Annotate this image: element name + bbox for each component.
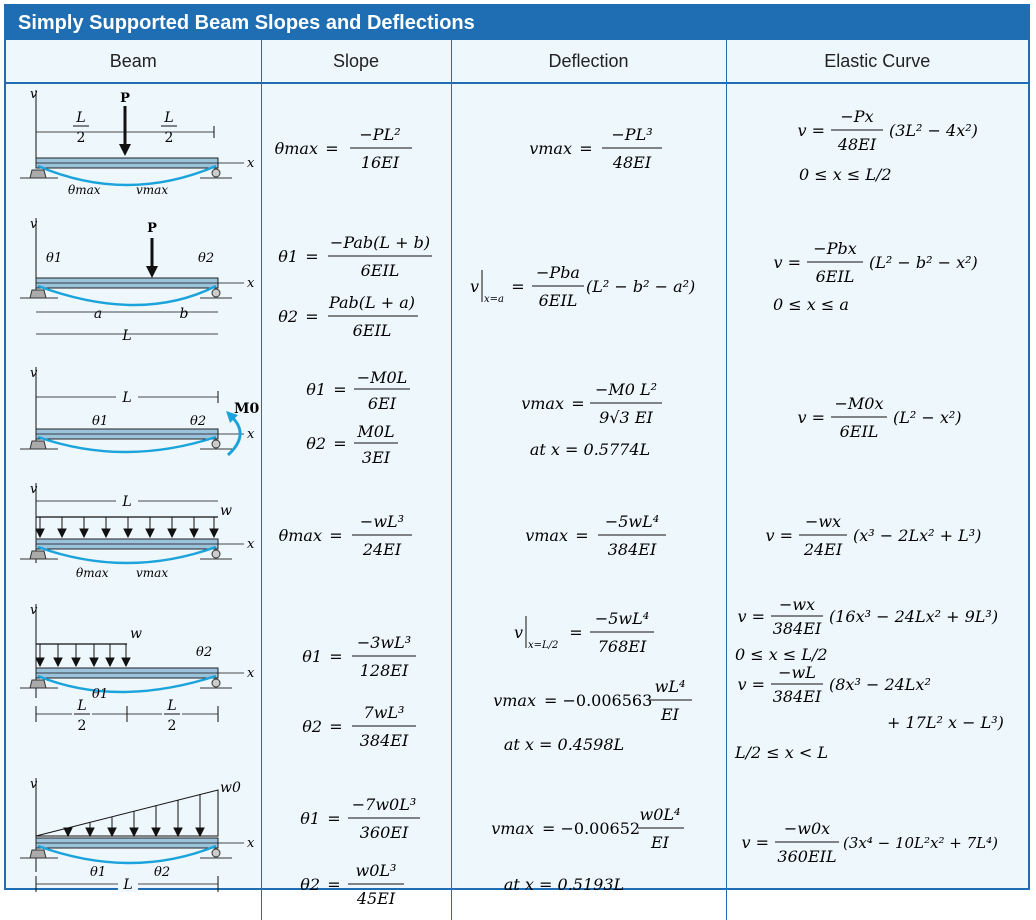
- slope-numerator-2: w0L³: [355, 861, 396, 880]
- x-axis-label: x: [247, 156, 255, 171]
- deflection-location: at x = 0.5774L: [529, 440, 650, 459]
- slope-lhs: θmax: [274, 139, 318, 158]
- load-label-P: P: [147, 221, 157, 236]
- slope-lhs: θ1: [305, 380, 326, 399]
- label-2: 2: [167, 718, 177, 734]
- equals-sign: =: [570, 394, 585, 413]
- deflection-formula: [452, 772, 727, 916]
- deflection-formula: [452, 84, 727, 210]
- beam-cell: [6, 479, 261, 598]
- dimension-L: L: [122, 328, 132, 344]
- label-2: 2: [76, 130, 86, 146]
- beam-diagram-uniform-load: [6, 479, 261, 594]
- slope-lhs-2: θ2: [305, 434, 326, 453]
- equals-sign: =: [574, 526, 589, 545]
- header-deflection: Deflection: [451, 40, 726, 83]
- deflection-lhs: v: [469, 277, 479, 296]
- slope-lhs: θ1: [277, 247, 298, 266]
- beam-cell: [6, 772, 261, 920]
- beam-cell: [6, 214, 261, 363]
- slope-numerator: −7w0L³: [351, 795, 416, 814]
- deflection-formula: [452, 214, 727, 359]
- deflection-denominator: 48EI: [612, 153, 651, 172]
- diagram-shape: [146, 266, 158, 278]
- table-row: [6, 479, 1028, 598]
- v-axis-label: v: [30, 603, 38, 618]
- deflection-denominator: 9√3 EI: [598, 408, 653, 427]
- v-axis-label: v: [30, 217, 38, 232]
- diagram-shape: [152, 828, 160, 836]
- curve-denominator: 360EIL: [776, 847, 837, 866]
- deflection-lhs-2: vmax: [492, 691, 536, 710]
- curve-rest: (3L² − 4x²): [888, 121, 978, 140]
- curve-rest-3: + 17L² x − L³): [886, 713, 1004, 732]
- slope-cell: [261, 598, 451, 772]
- curve-range-2: L/2 ≤ x < L: [734, 743, 828, 762]
- pin-support: [30, 441, 46, 449]
- evaluation-subscript: x=L/2: [527, 640, 558, 651]
- curve-cell: [726, 595, 1028, 772]
- distributed-load-arrows: [36, 517, 218, 537]
- label-L: L: [76, 110, 86, 126]
- deflection-lhs: vmax: [524, 526, 568, 545]
- beam-diagram-end-moment: [6, 363, 261, 475]
- page-title: Simply Supported Beam Slopes and Deflections: [6, 6, 1028, 40]
- slope-denominator: 360EI: [359, 823, 408, 842]
- slope-denominator-2: 6EIL: [352, 321, 391, 340]
- deflection-formula: [452, 598, 727, 768]
- curve-rest: (L² − b² − x²): [868, 253, 978, 272]
- deflection-formula: [452, 479, 727, 594]
- dimension-L: L: [123, 877, 133, 893]
- curve-cell: [726, 479, 1028, 598]
- deflection-coefficient: = −0.00652: [541, 819, 640, 838]
- roller-support: [212, 289, 220, 297]
- deflection-lhs: vmax: [520, 394, 564, 413]
- slope-formula: [262, 84, 452, 210]
- table-row: [6, 598, 1028, 772]
- deflection-numerator: −5wL⁴: [594, 609, 649, 628]
- load-label-P: P: [120, 91, 130, 106]
- x-axis-label: x: [247, 537, 255, 552]
- equals-sign: =: [332, 434, 347, 453]
- curve-lhs: v =: [736, 607, 765, 626]
- slope-cell: [261, 83, 451, 214]
- elastic-curve-formula: [727, 363, 1029, 475]
- moment-label: M0: [234, 401, 260, 417]
- diagram-shape: [72, 658, 80, 666]
- theta2-label: θ2: [198, 251, 215, 266]
- curve-denominator: 6EIL: [815, 267, 854, 286]
- deflection-rest: (L² − b² − a²): [585, 277, 695, 296]
- label-L: L: [164, 110, 174, 126]
- equals-sign: =: [510, 277, 525, 296]
- curve-rest: (x³ − 2Lx² + L³): [852, 526, 981, 545]
- slope-denominator-2: 384EI: [359, 731, 408, 750]
- header-elastic-curve: Elastic Curve: [726, 40, 1028, 83]
- slope-denominator: 24EI: [362, 540, 401, 559]
- diagram-shape: [124, 529, 132, 537]
- deflection-cell: [451, 214, 726, 363]
- vmax-label: vmax: [136, 183, 169, 197]
- pin-support: [30, 290, 46, 298]
- deflection-lhs: v: [513, 623, 523, 642]
- elastic-curve-formula: [727, 84, 1029, 210]
- distributed-load-arrows: [36, 644, 130, 666]
- slope-formula: [262, 479, 452, 594]
- diagram-shape: [102, 529, 110, 537]
- deflection-cell: [451, 479, 726, 598]
- curve-range: 0 ≤ x ≤ L/2: [734, 645, 828, 664]
- point-load-arrow: [119, 144, 131, 156]
- curve-lhs: v =: [796, 121, 825, 140]
- header-beam: Beam: [6, 40, 261, 83]
- curve-cell: [726, 363, 1028, 479]
- table-frame: [4, 4, 1030, 908]
- load-label-w: w: [220, 503, 232, 519]
- diagram-shape: [106, 658, 114, 666]
- theta1-label: θ1: [92, 687, 109, 702]
- curve-cell: [726, 214, 1028, 363]
- elastic-curve: [38, 846, 216, 863]
- curve-numerator: −wx: [778, 595, 815, 614]
- deflection-numerator: w0L⁴: [639, 805, 680, 824]
- curve-cell: [726, 83, 1028, 214]
- deflection-numerator-2: wL⁴: [654, 677, 685, 696]
- evaluation-subscript: x=a: [483, 294, 504, 305]
- pin-support: [30, 680, 46, 688]
- elastic-curve-formula: [727, 595, 1029, 768]
- equals-sign: =: [326, 875, 341, 894]
- curve-denominator: 48EI: [837, 135, 876, 154]
- slope-formula: [262, 214, 452, 359]
- elastic-curve-formula: [727, 772, 1029, 916]
- diagram-shape: [58, 529, 66, 537]
- deflection-numerator: −M0 L²: [594, 380, 657, 399]
- roller-support: [212, 550, 220, 558]
- slope-numerator: −3wL³: [356, 633, 411, 652]
- deflection-location: at x = 0.4598L: [503, 735, 624, 754]
- diagram-shape: [64, 828, 72, 836]
- pin-support: [30, 170, 46, 178]
- deflection-location: at x = 0.5193L: [503, 875, 624, 894]
- curve-numerator: −Px: [839, 107, 874, 126]
- triangular-load-outline: [36, 790, 218, 836]
- x-axis-label: x: [247, 276, 255, 291]
- load-label-w: w: [130, 626, 142, 642]
- slope-numerator: −PL²: [358, 125, 401, 144]
- deflection-cell: [451, 598, 726, 772]
- slope-lhs-2: θ2: [299, 875, 320, 894]
- dimension-b: b: [179, 306, 189, 322]
- x-axis-label: x: [247, 427, 255, 442]
- curve-rest: (L² − x²): [892, 408, 962, 427]
- equals-sign: =: [328, 717, 343, 736]
- slope-denominator-2: 45EI: [356, 889, 395, 908]
- theta-max-label: θmax: [68, 183, 101, 197]
- equals-sign: =: [328, 647, 343, 666]
- theta2-label: θ2: [190, 414, 207, 429]
- x-axis-label: x: [247, 666, 255, 681]
- slope-denominator: 128EI: [359, 661, 408, 680]
- v-axis-label: v: [30, 777, 38, 792]
- distributed-load-arrows: [64, 794, 204, 836]
- equals-sign: =: [324, 139, 339, 158]
- diagram-shape: [130, 828, 138, 836]
- deflection-numerator: −Pba: [535, 263, 580, 282]
- curve-numerator: −w0x: [783, 819, 830, 838]
- elastic-curve: [38, 166, 216, 185]
- slope-denominator: 6EI: [367, 394, 396, 413]
- equals-sign: =: [578, 139, 593, 158]
- slope-formula: [262, 598, 452, 768]
- deflection-denominator: 6EIL: [538, 291, 577, 310]
- elastic-curve-formula: [727, 479, 1029, 594]
- table-row: [6, 772, 1028, 920]
- theta2-label: θ2: [196, 645, 213, 660]
- curve-lhs: v =: [772, 253, 801, 272]
- label-L: L: [77, 698, 87, 714]
- label-2: 2: [164, 130, 174, 146]
- theta1-label: θ1: [92, 414, 109, 429]
- diagram-shape: [168, 529, 176, 537]
- deflection-denominator-2: EI: [660, 705, 679, 724]
- slope-cell: [261, 479, 451, 598]
- slope-lhs: θ1: [299, 809, 320, 828]
- theta1-label: θ1: [90, 865, 107, 880]
- diagram-shape: [190, 529, 198, 537]
- curve-rest: (16x³ − 24Lx² + 9L³): [828, 607, 998, 626]
- deflection-lhs: vmax: [490, 819, 534, 838]
- deflection-cell: [451, 772, 726, 920]
- curve-numerator: −M0x: [834, 394, 883, 413]
- roller-support: [212, 440, 220, 448]
- deflection-numerator: −PL³: [610, 125, 653, 144]
- equals-sign: =: [304, 247, 319, 266]
- curve-numerator: −wx: [804, 512, 841, 531]
- deflection-numerator: −5wL⁴: [604, 512, 659, 531]
- curve-rest-2: (8x³ − 24Lx²: [828, 675, 931, 694]
- slope-denominator-2: 3EI: [361, 448, 390, 467]
- slope-numerator-2: Pab(L + a): [328, 293, 415, 312]
- diagram-shape: [80, 529, 88, 537]
- beam-cell: [6, 363, 261, 479]
- slope-lhs-2: θ2: [277, 307, 298, 326]
- dimension-a: a: [93, 306, 103, 322]
- equals-sign: =: [568, 623, 583, 642]
- beam-diagram-center-point-load: [6, 84, 261, 210]
- curve-denominator: 384EI: [772, 619, 821, 638]
- diagram-shape: [196, 828, 204, 836]
- slope-numerator: −M0L: [356, 368, 407, 387]
- deflection-denominator: 768EI: [597, 637, 646, 656]
- curve-numerator: −Pbx: [812, 239, 857, 258]
- roller-support: [212, 849, 220, 857]
- diagram-shape: [86, 828, 94, 836]
- curve-cell: [726, 772, 1028, 920]
- curve-range: 0 ≤ x ≤ L/2: [798, 165, 892, 184]
- slope-denominator: 6EIL: [360, 261, 399, 280]
- diagram-shape: [54, 658, 62, 666]
- deflection-coefficient: = −0.006563: [543, 691, 652, 710]
- v-axis-label: v: [30, 87, 38, 102]
- deflection-cell: [451, 363, 726, 479]
- beam-diagram-half-uniform-load: [6, 598, 261, 768]
- diagram-shape: [174, 828, 182, 836]
- curve-denominator-2: 384EI: [772, 687, 821, 706]
- pin-support: [30, 850, 46, 858]
- curve-range: 0 ≤ x ≤ a: [772, 295, 849, 314]
- slope-lhs: θ1: [301, 647, 322, 666]
- diagram-shape: [108, 828, 116, 836]
- slope-formula: [262, 772, 452, 916]
- diagram-shape: [90, 658, 98, 666]
- roller-support: [212, 169, 220, 177]
- slope-formula: [262, 363, 452, 475]
- elastic-curve-formula: [727, 214, 1029, 359]
- slope-cell: [261, 363, 451, 479]
- slope-lhs-2: θ2: [301, 717, 322, 736]
- beam-table: [6, 40, 1028, 920]
- roller-support: [212, 679, 220, 687]
- load-label-w0: w0: [220, 780, 241, 796]
- slope-denominator: 16EI: [360, 153, 399, 172]
- diagram-shape: [36, 529, 44, 537]
- deflection-denominator: 384EI: [607, 540, 656, 559]
- slope-cell: [261, 214, 451, 363]
- deflection-formula: [452, 363, 727, 475]
- equals-sign: =: [326, 809, 341, 828]
- equals-sign: =: [304, 307, 319, 326]
- beam-diagram-triangular-load: [6, 772, 261, 916]
- pin-support: [30, 551, 46, 559]
- slope-numerator: −wL³: [359, 512, 404, 531]
- curve-numerator-2: −wL: [777, 663, 816, 682]
- diagram-shape: [36, 658, 44, 666]
- table-row: [6, 214, 1028, 363]
- diagram-shape: [122, 658, 130, 666]
- equals-sign: =: [332, 380, 347, 399]
- header-slope: Slope: [261, 40, 451, 83]
- table-row: [6, 363, 1028, 479]
- beam-cell: [6, 598, 261, 772]
- equals-sign: =: [328, 526, 343, 545]
- curve-lhs: v =: [764, 526, 793, 545]
- x-axis-label: x: [247, 836, 255, 851]
- v-axis-label: v: [30, 482, 38, 497]
- elastic-curve: [38, 286, 216, 305]
- dimension-L: L: [122, 390, 132, 406]
- slope-numerator: −Pab(L + b): [329, 233, 430, 252]
- curve-lhs: v =: [796, 408, 825, 427]
- slope-numerator-2: M0L: [356, 422, 395, 441]
- label-2: 2: [77, 718, 87, 734]
- slope-lhs: θmax: [278, 526, 322, 545]
- label-L: L: [167, 698, 177, 714]
- table-row: [6, 83, 1028, 214]
- vmax-label: vmax: [136, 566, 169, 580]
- beam-diagram-offset-point-load: [6, 214, 261, 359]
- diagram-shape: [146, 529, 154, 537]
- curve-lhs-2: v =: [736, 675, 765, 694]
- dimension-L: L: [122, 494, 132, 510]
- slope-cell: [261, 772, 451, 920]
- slope-numerator-2: 7wL³: [363, 703, 404, 722]
- v-axis-label: v: [30, 366, 38, 381]
- curve-rest: (3x⁴ − 10L²x² + 7L⁴): [842, 834, 998, 852]
- deflection-lhs: vmax: [528, 139, 572, 158]
- beam-cell: [6, 83, 261, 214]
- curve-lhs: v =: [740, 833, 769, 852]
- header-row: [6, 40, 1028, 83]
- diagram-shape: [210, 529, 218, 537]
- deflection-cell: [451, 83, 726, 214]
- theta-max-label: θmax: [76, 566, 109, 580]
- theta2-label: θ2: [154, 865, 171, 880]
- theta1-label: θ1: [46, 251, 63, 266]
- deflection-denominator: EI: [650, 833, 669, 852]
- curve-denominator: 24EI: [803, 540, 842, 559]
- curve-denominator: 6EIL: [839, 422, 878, 441]
